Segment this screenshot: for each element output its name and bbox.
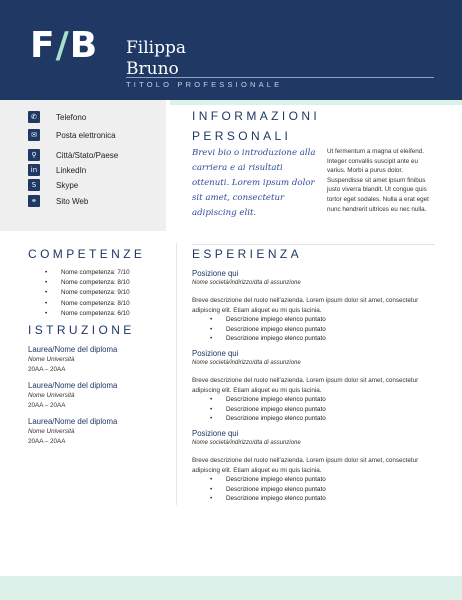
job-entry bbox=[192, 268, 442, 344]
job-description: Breve descrizione del ruolo nell'azienda. Lorem ipsum dolor sit amet, consectetur adipiscing elit. Etiam aliquet eu mi quis lacinia. bbox=[192, 297, 419, 314]
skill-item: • Nome competenza: 8/10 bbox=[45, 299, 165, 309]
contact-email[interactable] bbox=[28, 128, 116, 142]
personal-info-title-line1: INFORMAZIONI bbox=[192, 109, 321, 123]
job-bullet: • Descrizione impiego elenco puntato bbox=[192, 485, 442, 495]
skills-title: COMPETENZE bbox=[28, 247, 146, 261]
skill-item: • Nome competenza: 7/10 bbox=[45, 268, 165, 278]
job-bullets bbox=[192, 395, 442, 424]
skill-item: • Nome competenza: 8/10 bbox=[45, 278, 165, 288]
column-divider bbox=[176, 243, 177, 505]
full-name bbox=[126, 38, 186, 80]
linkedin-icon: in bbox=[28, 164, 40, 176]
job-bullet: • Descrizione impiego elenco puntato bbox=[192, 325, 442, 335]
degree-name: Laurea/Nome del diploma bbox=[28, 417, 118, 426]
education-years: 20AA – 20AA bbox=[28, 366, 66, 373]
contact-linkedin[interactable] bbox=[28, 163, 86, 177]
location-icon: ⚲ bbox=[28, 149, 40, 161]
contact-phone[interactable] bbox=[28, 110, 86, 124]
skype-icon: S bbox=[28, 179, 40, 191]
job-title: TITOLO PROFESSIONALE bbox=[126, 80, 283, 89]
experience-title: ESPERIENZA bbox=[192, 247, 303, 261]
job-bullets bbox=[192, 475, 442, 504]
header-band bbox=[0, 0, 462, 100]
contact-label: Telefono bbox=[56, 112, 87, 122]
job-position: Posizione qui bbox=[192, 269, 239, 278]
school-name: Nome Università bbox=[28, 356, 75, 363]
email-icon: ✉ bbox=[28, 129, 40, 141]
degree-name: Laurea/Nome del diploma bbox=[28, 345, 118, 354]
job-company: Nome società/indirizzo/dta di assunzione bbox=[192, 360, 301, 366]
job-bullet: • Descrizione impiego elenco puntato bbox=[192, 405, 442, 415]
footer-band bbox=[0, 576, 462, 600]
contact-panel bbox=[0, 100, 166, 231]
job-company: Nome società/indirizzo/dta di assunzione bbox=[192, 440, 301, 446]
contact-location[interactable] bbox=[28, 148, 118, 162]
mint-accent-strip bbox=[170, 100, 462, 105]
skill-item: • Nome competenza: 6/10 bbox=[45, 309, 165, 319]
last-name: Bruno bbox=[126, 59, 179, 79]
job-bullet: • Descrizione impiego elenco puntato bbox=[192, 475, 442, 485]
monogram-last: B bbox=[69, 25, 99, 66]
job-bullet: • Descrizione impiego elenco puntato bbox=[192, 334, 442, 344]
job-bullet: • Descrizione impiego elenco puntato bbox=[192, 395, 442, 405]
job-bullets bbox=[192, 315, 442, 344]
education-years: 20AA – 20AA bbox=[28, 438, 66, 445]
monogram-first: F bbox=[30, 25, 56, 66]
job-description: Breve descrizione del ruolo nell'azienda. Lorem ipsum dolor sit amet, consectetur adipiscing elit. Etiam aliquet eu mi quis lacinia. bbox=[192, 457, 419, 474]
header-divider bbox=[126, 77, 434, 78]
education-entry bbox=[28, 416, 168, 447]
education-title: ISTRUZIONE bbox=[28, 323, 135, 337]
education-years: 20AA – 20AA bbox=[28, 402, 66, 409]
summary-text: Ut fermentum a magna ut eleifend. Integer convallis suscipit ante eu varius. Morbi a purus dolor. Suspendisse sit amet ipsum finibus justo viverra blandit. Ut congue quis tortor eget sodales. Nulla a erat eget nunc hendrerit ultrices eu nec nulla. bbox=[327, 148, 429, 213]
skills-list bbox=[45, 268, 165, 319]
phone-icon: ✆ bbox=[28, 111, 40, 123]
skill-item: • Nome competenza: 9/10 bbox=[45, 288, 165, 298]
contact-label: Città/Stato/Paese bbox=[56, 150, 119, 160]
personal-info-title-line2: PERSONALI bbox=[192, 129, 292, 143]
contact-label: Posta elettronica bbox=[56, 130, 116, 140]
first-name: Filippa bbox=[126, 38, 187, 58]
contact-label: LinkedIn bbox=[56, 165, 87, 175]
monogram-slash: / bbox=[55, 25, 70, 66]
job-entry bbox=[192, 428, 442, 504]
job-position: Posizione qui bbox=[192, 349, 239, 358]
education-entry bbox=[28, 344, 168, 375]
contact-label: Sito Web bbox=[56, 196, 89, 206]
job-company: Nome società/indirizzo/dta di assunzione bbox=[192, 280, 301, 286]
job-description: Breve descrizione del ruolo nell'azienda. Lorem ipsum dolor sit amet, consectetur adipiscing elit. Etiam aliquet eu mi quis lacinia. bbox=[192, 377, 419, 394]
contact-website[interactable] bbox=[28, 194, 88, 208]
personal-info-title bbox=[192, 108, 320, 145]
job-position: Posizione qui bbox=[192, 429, 239, 438]
education-entry bbox=[28, 380, 168, 411]
job-bullet: • Descrizione impiego elenco puntato bbox=[192, 315, 442, 325]
school-name: Nome Università bbox=[28, 392, 75, 399]
job-entry bbox=[192, 348, 442, 424]
section-divider bbox=[192, 244, 435, 245]
contact-label: Skype bbox=[56, 180, 79, 190]
school-name: Nome Università bbox=[28, 428, 75, 435]
job-bullet: • Descrizione impiego elenco puntato bbox=[192, 494, 442, 504]
bio-text: Brevi bio o introduzione alla carriera e ai risultati ottenuti. Lorem ipsum dolor sit amet, consectetur adipiscing elit. bbox=[192, 148, 316, 218]
monogram bbox=[30, 25, 99, 66]
degree-name: Laurea/Nome del diploma bbox=[28, 381, 118, 390]
job-bullet: • Descrizione impiego elenco puntato bbox=[192, 414, 442, 424]
website-icon: ⚭ bbox=[28, 195, 40, 207]
contact-skype[interactable] bbox=[28, 178, 78, 192]
